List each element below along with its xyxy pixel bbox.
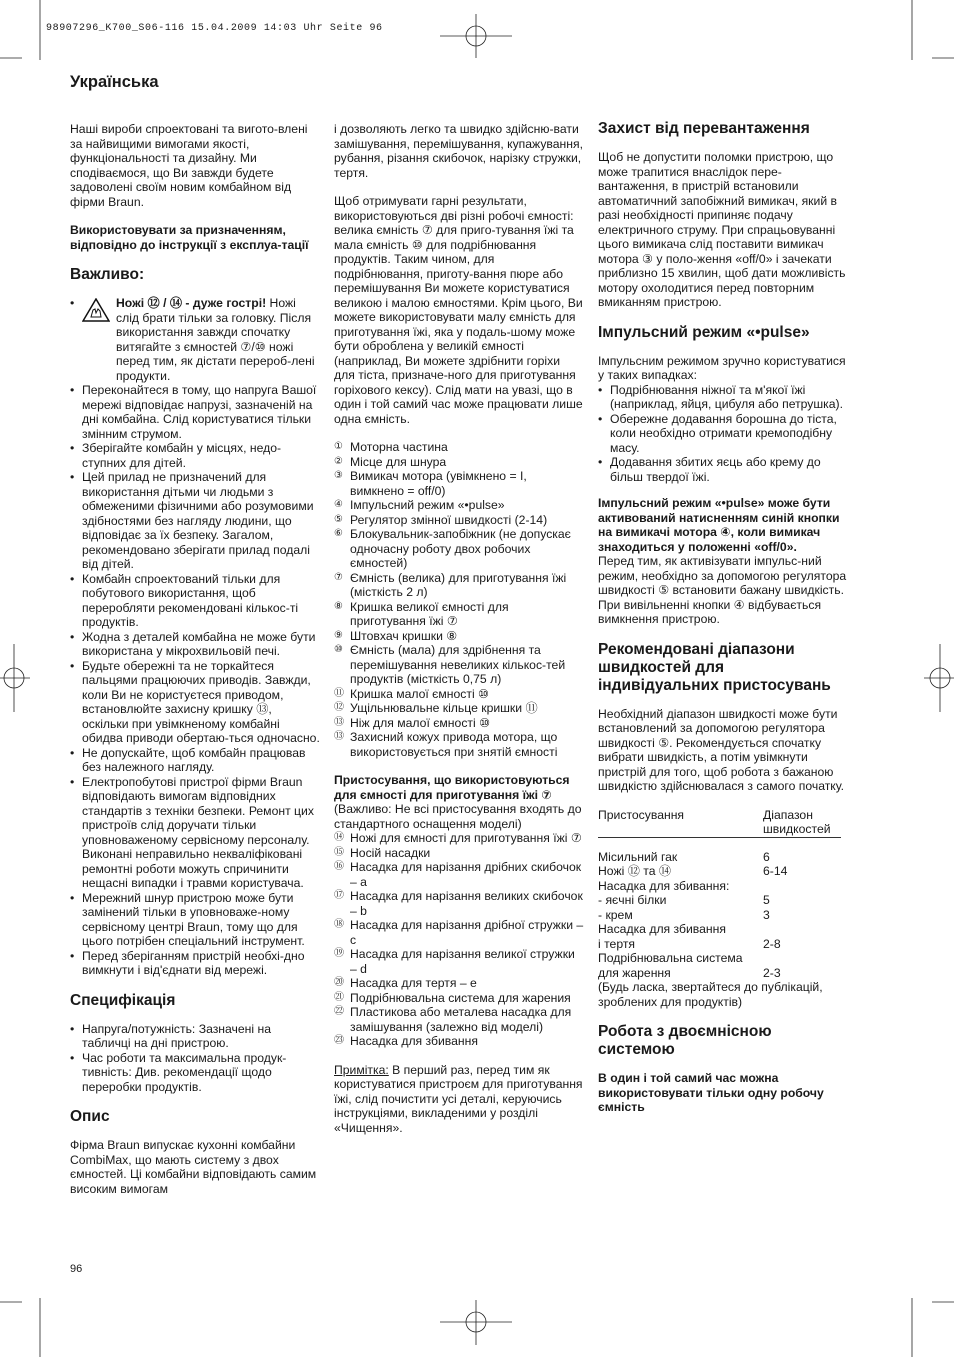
- table-spacer: [598, 837, 841, 850]
- list-item: [334, 918, 584, 947]
- list-item: [334, 455, 584, 470]
- part-number: ⑳: [334, 977, 344, 988]
- part-number: ⑨: [334, 629, 343, 641]
- part-number: ⑤: [334, 513, 343, 525]
- table-row: [598, 966, 841, 981]
- part-label: Пластикова або металева насадка для замішування (залежно від моделі): [350, 1005, 572, 1034]
- table-cell: для жарення: [598, 965, 671, 980]
- warning-hand-icon: [82, 298, 110, 322]
- table-cell: Подрібнювальна система: [598, 951, 743, 965]
- table-row: [598, 850, 841, 865]
- list-item: [334, 860, 584, 889]
- part-label: Насадка для нарізання великих скибочок – b: [350, 889, 583, 918]
- part-label: Захисний кожух привода мотора, що використовується при знятій ємності: [350, 730, 558, 759]
- list-item: [334, 716, 584, 731]
- part-label: Ущільнювальне кільце кришки ⑪: [350, 701, 538, 715]
- part-number: ⑯: [334, 861, 344, 872]
- table-cell: - яєчні білки: [598, 893, 667, 907]
- list-item: [334, 498, 584, 513]
- part-label: Регулятор змінної швидкості (2-14): [350, 512, 548, 527]
- note-label: Примітка:: [334, 1062, 389, 1077]
- pulse-activation-note: Імпульсний режим «•pulse» може бути активований натисненням синій кнопки на вимикачі мотора ④, коли вимикач знаходиться у положенні «off/0».: [598, 496, 840, 554]
- list-item: [334, 831, 584, 846]
- list-item: • Додавання збитих яєць або крему до більш твердої їжі.: [598, 455, 848, 484]
- spec-list: [70, 1022, 320, 1095]
- list-item: • Мережний шнур пристрою може бути замінений тільки в уповноваже-ному сервісному центрі Braun, тому що для цього потрібен спеціальний інструмент.: [70, 891, 320, 949]
- table-cell: 6: [763, 849, 770, 864]
- list-item: • Електропобутові пристрої фірми Braun відповідають вимогам відповідних стандартів з техніки безпеки. Ремонт цих пристроїв слід доручати тільки уповноваженому сервісному персоналу. Виконані неправильно некваліфіковані ремонтні роботи можуть спричинити нещасні випадки і травми користувача.: [70, 775, 320, 891]
- part-label: Ніж для малої ємності ⑩: [350, 715, 491, 730]
- table-row: [598, 879, 841, 894]
- part-label: Вимикач мотора (увімкнено = I, вимкнено = off/0): [350, 469, 527, 498]
- column-2: [334, 122, 584, 1135]
- part-label: Насадка для нарізання дрібної стружки – c: [350, 918, 584, 947]
- part-label: Моторна частина: [350, 440, 448, 454]
- list-item: [334, 701, 584, 716]
- table-cell: [763, 951, 841, 966]
- part-number: ⑭: [334, 832, 344, 843]
- part-number: ㉓: [334, 1035, 344, 1046]
- part-number: ㉑: [334, 991, 344, 1003]
- table-row: [598, 951, 841, 966]
- part-label: Носій насадки: [350, 845, 431, 860]
- part-number: ⑰: [334, 890, 344, 901]
- table-row: [598, 937, 841, 952]
- table-note: (Будь ласка, звертайтеся до публікацій, зроблених для продуктів): [598, 980, 823, 1009]
- table-row: [598, 922, 841, 937]
- list-item: [334, 629, 584, 644]
- attachments-list: [334, 831, 584, 1049]
- part-label: Блокувальник-запобіжник (не допускає одночасну роботу двох робочих ємностей): [350, 527, 571, 570]
- pulse-list: [598, 383, 848, 485]
- list-item: • Час роботи та максимальна продук-тивність: Див. рекомендації щодо переробки продуктів.: [70, 1051, 320, 1095]
- table-cell: 5: [763, 893, 770, 907]
- speeds-heading: Рекомендовані діапазони швидкостей для індивідуальних пристосувань: [598, 640, 831, 694]
- spec-heading: Специфікація: [70, 991, 176, 1009]
- overload-heading: Захист від перевантаження: [598, 120, 810, 137]
- attachments-heading: Пристосування, що використовуються для ємності для приготування їжі ⑦: [334, 773, 570, 802]
- table-cell: 2-3: [763, 965, 781, 980]
- list-item: • Напруга/потужність: Зазначені на табличці на дні пристрою.: [70, 1022, 320, 1051]
- list-item: • Не допускайте, щоб комбайн працював без належного нагляду.: [70, 746, 320, 775]
- print-header: 98907296_K700_S06-116 15.04.2009 14:03 Uhr Seite 96: [46, 23, 383, 34]
- part-label: Ємність (велика) для приготування їжі (місткість 2 л): [350, 570, 567, 599]
- part-number: ④: [334, 499, 343, 510]
- list-item: [334, 991, 584, 1006]
- part-number: ⑫: [334, 702, 344, 713]
- table-row: [598, 864, 841, 879]
- overload-text: Щоб не допустити поломки пристрою, що може трапитися внаслідок пере-вантаження, в пристрій встановили автоматичний запобіжний вимикач, який в разі необхідності припиняє подачу електричного струму. При спрацьовуванні цього вимикача слід поставити вимикач мотора ③ у поло-ження «off/0» і зачекати приблизно 15 хвилин, щоб дати можливість мотору охолодитися перед повторним вмиканням пристрою.: [598, 150, 846, 309]
- list-item: • Подрібнювання ніжної та м'якої їжі (наприклад, яйця, цибуля або петрушка).: [598, 383, 848, 412]
- speed-table: [598, 808, 841, 1010]
- important-heading: Важливо:: [70, 266, 145, 283]
- list-item: • Зберігайте комбайн у місцях, недо-ступних для дітей.: [70, 441, 320, 470]
- part-label: Насадка для тертя – e: [350, 976, 477, 990]
- list-item: [334, 440, 584, 455]
- language-title: Українська: [70, 73, 159, 91]
- pulse-heading: Імпульсний режим «•pulse»: [598, 323, 810, 341]
- knives-warning: [82, 296, 320, 383]
- list-item: [334, 1034, 584, 1049]
- warnings-list: [70, 296, 320, 978]
- column-3: [598, 120, 848, 1115]
- list-item: [70, 296, 320, 383]
- table-cell: Ножі ⑫ та ⑭: [598, 864, 672, 878]
- list-item: • Переконайтеся в тому, що напруга Вашої мережі відповідає напрузі, зазначеній на дні комбайна. Слід користуватися тільки змінним струмом.: [70, 383, 320, 441]
- pulse-intro: Імпульсним режимом зручно користуватися у таких випадках:: [598, 353, 846, 382]
- table-cell: [763, 879, 841, 894]
- note-text: В перший раз, перед тим як користуватися пристроєм для приготування їжі, слід почистити усі деталі, керуючись інструкціями, викладеними у розділі «Чищення».: [334, 1062, 583, 1135]
- list-item: [334, 600, 584, 629]
- list-item: • Жодна з деталей комбайна не може бути використана у мікрохвильовій печі.: [70, 630, 320, 659]
- part-number: ⑬: [334, 731, 344, 742]
- list-item: • Цей прилад не призначений для використання дітьми чи людьми з обмеженими фізичними або розумовими здібностями без нагляду людини, що відповідає за їх безпеку. Загалом, рекомендовано зберігати прилад подалі від дітей.: [70, 470, 320, 572]
- part-number: ⑱: [334, 919, 344, 930]
- description-heading: Опис: [70, 1108, 110, 1125]
- knives-warning-text: Ножі слід брати тільки за головку. Після використання завжди спочатку витягайте з ємностей ⑦/⑩ ножі перед тим, як дістати перероб-лені продукти.: [116, 296, 315, 383]
- pulse-text: Перед тим, як активізувати імпульс-ний режим, необхідно за допомогою регулятора швидкості ⑤ встановити бажану швидкість. При вивільненні кнопки ④ відбувається вимкнення пристрою.: [598, 554, 847, 626]
- first-use-note: [334, 1063, 584, 1136]
- list-item: [334, 976, 584, 991]
- list-item: • Обережне додавання борошна до тіста, коли необхідно отримати кремоподібну масу.: [598, 412, 848, 456]
- part-number: ⑦: [334, 571, 343, 583]
- list-item: [334, 1005, 584, 1034]
- table-cell: Насадка для збивання:: [598, 878, 730, 893]
- part-number: ㉒: [334, 1006, 344, 1017]
- part-label: Насадка для збивання: [350, 1034, 478, 1048]
- part-number: ⑥: [334, 528, 343, 539]
- table-cell: 3: [763, 907, 770, 922]
- part-label: Кришка малої ємності ⑩: [350, 686, 489, 701]
- list-item: [334, 469, 584, 498]
- table-cell: і тертя: [598, 936, 636, 951]
- part-label: Кришка великої ємності для приготування їжі ⑦: [350, 599, 509, 628]
- table-header-cell: Пристосування: [598, 808, 763, 838]
- list-item: • Будьте обережні та не торкайтеся пальцями працюючих приводів. Завжди, коли Ви не користуєтеся приводом, встановлюйте захисну кришку ⑬, оскільки при увімкненому комбайні обидва приводи обертаю-ться одночасно.: [70, 659, 320, 746]
- part-number: ⑪: [334, 687, 344, 699]
- list-item: [334, 513, 584, 528]
- results-paragraph: Щоб отримувати гарні результати, використовуються дві різні робочі ємності: велика ємність ⑦ для приго-тування їжі та мала ємність ⑩ для подрібнювання продуктів. Таким чином, для подрібнювання, приготу-вання пюре або перемішування Ви можете користуватися великою і малою ємностями. Крім цього, Ви можете використовувати малу ємність для приготування їжі, яка у подаль-шому може бути оброблена у великій ємності (наприклад, Ви можете здрібнити горіхи для тіста, призначе-ного для приготування горіхового кексу). Слід мати на увазі, що в один і той самий час може працювати лише одна ємність.: [334, 194, 583, 426]
- table-cell: 2-8: [763, 936, 781, 951]
- dual-system-heading: Робота з двоємнісною системою: [598, 1023, 772, 1058]
- table-cell: Місильний гак: [598, 849, 678, 864]
- list-item: • Комбайн спроектований тільки для побутового використання, щоб переробляти рекомендовані кількос-ті продуктів.: [70, 572, 320, 630]
- part-number: ③: [334, 470, 343, 481]
- table-row: [598, 893, 841, 908]
- part-number: ⑬: [334, 716, 344, 728]
- list-item: [334, 846, 584, 861]
- list-item: [334, 947, 584, 976]
- table-header-cell: Діапазон швидкостей: [763, 808, 841, 838]
- table-cell: Насадка для збивання: [598, 922, 726, 936]
- attachments-note: (Важливо: Не всі пристосування входять до стандартного оснащення моделі): [334, 802, 582, 831]
- knives-warning-title: Ножі ⑫ / ⑭ - дуже гострі!: [116, 296, 267, 310]
- part-number: ⑮: [334, 846, 344, 858]
- column-1: [70, 122, 320, 1196]
- part-label: Ножі для ємності для приготування їжі ⑦: [350, 831, 582, 845]
- part-label: Насадка для нарізання великої стружки – d: [350, 947, 575, 976]
- part-number: ⑧: [334, 600, 343, 612]
- table-cell: 6-14: [763, 864, 788, 878]
- usage-note: Використовувати за призначенням, відповідно до інструкції з експлуа-тації: [70, 223, 309, 252]
- part-number: ⑩: [334, 644, 343, 655]
- part-label: Місце для шнура: [350, 454, 447, 469]
- part-label: Подрібнювальна система для жарения: [350, 990, 571, 1005]
- part-label: Штовхач кришки ⑧: [350, 628, 458, 643]
- speeds-text: Необхідний діапазон швидкості може бути встановлений за допомогою регулятора швидкості ⑤. Рекомендується спочатку вибрати швидкість, а потім увімкнути пристрій для того, щоб робота з бажаною швидкістю здійснювалася з самого початку.: [598, 706, 845, 793]
- table-cell: - крем: [598, 907, 633, 922]
- intro-paragraph: Наші вироби спроектовані та вигото-влені за найвищими вимогами якості, функціональності та дизайну. Ми сподіваємося, що Ви завжди будете задоволені своїм новим комбайном від фірми Braun.: [70, 122, 308, 209]
- description-continued: і дозволяють легко та швидко здійсню-вати замішування, перемішування, купажування, рубання, різання скибочок, нарізку стружки, тертя.: [334, 122, 583, 180]
- list-item: [334, 889, 584, 918]
- table-header-row: [598, 808, 841, 838]
- list-item: • Перед зберіганням пристрій необхі-дно вимкнути і від'єднати від мережі.: [70, 949, 320, 978]
- part-number: ⑲: [334, 948, 344, 959]
- dual-system-note: В один і той самий час можна використовувати тільки одну робочу ємність: [598, 1071, 824, 1114]
- parts-list: [334, 440, 584, 759]
- part-label: Насадка для нарізання дрібних скибочок – a: [350, 860, 582, 889]
- table-cell: [763, 922, 841, 937]
- table-row: [598, 980, 841, 1009]
- part-number: ②: [334, 455, 343, 467]
- list-item: [334, 643, 584, 687]
- list-item: [334, 571, 584, 600]
- description-text: Фірма Braun випускає кухонні комбайни CombiMax, що мають систему з двох ємностей. Ці комбайни відповідають самим високим вимогам: [70, 1138, 317, 1196]
- list-item: [334, 527, 584, 571]
- part-label: Ємність (мала) для здрібнення та перемішування невеликих кількос-тей продуктів (місткість 0,75 л): [350, 643, 566, 686]
- list-item: [334, 687, 584, 702]
- part-number: ①: [334, 441, 343, 452]
- list-item: [334, 730, 584, 759]
- table-row: [598, 908, 841, 923]
- part-label: Імпульсний режим «•pulse»: [350, 498, 505, 512]
- page-number: 96: [70, 1263, 83, 1275]
